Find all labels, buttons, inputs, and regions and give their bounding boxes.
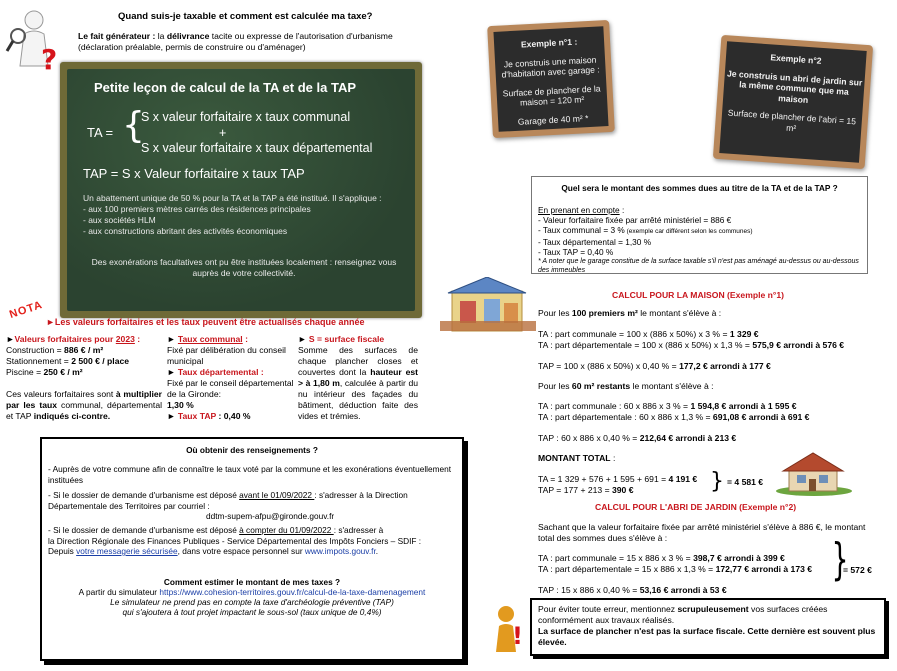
maison-intro: Pour les 100 premiers m² le montant s'élève à :: [538, 308, 722, 318]
simulateur-link[interactable]: https://www.cohesion-territoires.gouv.fr/calcul-de-la-taxe-damenagement: [159, 587, 426, 597]
abri-ta-departementale: TA : part départementale = 15 x 886 x 1,3 % = 172,77 € arrondi à 173 €: [538, 564, 813, 574]
abattement-text: Un abattement unique de 50 % pour la TA et la TAP a été institué. Il s'applique : - aux 100 premiers mètres carrés des résidences principales - aux sociétés HLM - aux constructions abritant des activités économiques: [83, 193, 382, 236]
calcul-maison-title: CALCUL POUR LA MAISON (Exemple n°1): [612, 290, 784, 300]
surface-fiscale: ► S = surface fiscale Somme des surfaces de chaque plancher closes et couvertes dont la hauteur est > à 1,80 m, calculée à partir du nu intérieur des façades du bâtiment, déduction faite des vides et trémies.: [298, 334, 419, 421]
brace-icon: {: [122, 105, 145, 146]
calcul-abri-title: CALCUL POUR L'ABRI DE JARDIN (Exemple n°2): [595, 502, 797, 512]
renseignements-sdif: - Si le dossier de demande d'urbanisme est déposé à compter du 01/09/2022 : s'adresser à la Direction Régionale des Finances Publiques - Service Départemental des Impôts Fonciers – SDIF : Depuis votre messagerie sécurisée, dans votre espace personnel sur www.impots.gouv.fr.: [48, 525, 422, 556]
abri-intro: Sachant que la valeur forfaitaire fixée par arrêté ministériel s'élève à 886 €, le montant total des sommes dues s'élève à :: [538, 522, 866, 543]
taux: ► Taux communal : Fixé par délibération du conseil municipal ► Taux départemental : Fixé par le conseil départemental de la Gironde: 1,30 % ► Taux TAP : 0,40 %: [167, 334, 294, 421]
nota-line: ►Les valeurs forfaitaires et les taux peuvent être actualisés chaque année: [46, 317, 365, 327]
maison-ta-communale: TA : part communale = 100 x (886 x 50%) x 3 % = 1 329 €: [538, 329, 759, 339]
maison-reste-intro: Pour les 60 m² restants le montant s'élève à :: [538, 381, 714, 391]
warning-line-1: Pour éviter toute erreur, mentionnez scrupuleusement vos surfaces créées conformément aux travaux réalisés.: [538, 604, 828, 625]
maison-tap: TAP = 100 x (886 x 50%) x 0,40 % = 177,2 € arrondi à 177 €: [538, 361, 771, 371]
exemple-2-slate: Exemple n°2 Je construis un abri de jardin sur la même commune que ma maison Surface de plancher de l'abri = 15 m²: [713, 35, 873, 169]
ta-plus: +: [219, 126, 227, 140]
simulateur-note-2: qui s'ajoutera à tout projet impactant le sous-sol (taux unique de 0,4%): [122, 607, 382, 617]
svg-text:?: ?: [41, 43, 58, 72]
page-title: Quand suis-je taxable et comment est calculée ma taxe?: [118, 11, 373, 22]
ddt-email[interactable]: ddtm-supem-afpu@gironde.gouv.fr: [206, 511, 335, 521]
abri-grand-total: = 572 €: [843, 565, 872, 575]
ta-formula-communal: S x valeur forfaitaire x taux communal: [141, 110, 351, 124]
ta-formula-departemental: S x valeur forfaitaire x taux départemental: [141, 141, 373, 155]
impots-link[interactable]: www.impots.gouv.fr: [304, 546, 376, 556]
house-money-icon: [440, 277, 538, 332]
maison-total-label: MONTANT TOTAL :: [538, 453, 616, 463]
maison-total-ta: TA = 1 329 + 576 + 1 595 + 691 = 4 191 €: [538, 474, 698, 484]
renseignements-title: Où obtenir des renseignements ?: [186, 445, 318, 455]
simulateur-title: Comment estimer le montant de mes taxes ?: [163, 577, 341, 587]
exonerations-text: Des exonérations facultatives ont pu être instituées localement : renseignez vous auprès de votre collectivité.: [91, 257, 397, 278]
question-box: Quel sera le montant des sommes dues au titre de la TA et de la TAP ? En prenant en compte : - Valeur forfaitaire fixée par arrêté ministériel = 886 € - Taux communal = 3 % (exemple car différent selon les communes) - Taux départemental = 1,30 % - Taux TAP = 0,40 % * A noter que le garage constitue de la surface taxable s'il n'est pas aménagé au-dessus ou au-dessous des immeubles: [531, 176, 868, 274]
intro-text: Le fait générateur : la délivrance tacite ou expresse de l'autorisation d'urbanisme (déclaration préalable, permis de construire ou d'aménager): [78, 31, 393, 52]
maison-ta2-communale: TA : part communale : 60 x 886 x 3 % = 1 594,8 € arrondi à 1 595 €: [538, 401, 797, 411]
maison-grand-total: = 4 581 €: [727, 477, 764, 487]
renseignements-commune: - Auprès de votre commune afin de connaître le taux voté par la commune et les exonérations éventuellement instituées: [48, 464, 452, 485]
renseignements-ddt: - Si le dossier de demande d'urbanisme est déposé avant le 01/09/2022 : s'adresser à la Direction Départementale des Territoires par courriel :: [48, 490, 408, 511]
exclamation-man-icon: [490, 602, 528, 656]
svg-text:!: !: [512, 622, 523, 650]
abri-ta-communale: TA : part communale = 15 x 886 x 3 % = 398,7 € arrondi à 399 €: [538, 553, 785, 563]
abri-tap: TAP : 15 x 886 x 0,40 % = 53,16 € arrondi à 53 €: [538, 585, 727, 595]
house-icon: [775, 451, 853, 496]
maison-brace-icon: }: [710, 469, 724, 494]
maison-ta2-departementale: TA : part départementale : 60 x 886 x 1,3 % = 691,08 € arrondi à 691 €: [538, 412, 810, 422]
valeurs-forfaitaires: ►Valeurs forfaitaires pour 2023 : Construction = 886 € / m² Stationnement = 2 500 € / place Piscine = 250 € / m² Ces valeurs forfaitaires sont à multiplier par les taux communal, départemental et TAP indiqués ci-contre.: [6, 334, 163, 421]
maison-ta-departementale: TA : part départementale = 100 x (886 x 50%) x 1,3 % = 575,9 € arrondi à 576 €: [538, 340, 845, 350]
abri-brace-icon: }: [831, 534, 849, 585]
maison-total-tap: TAP = 177 + 213 = 390 €: [538, 485, 634, 495]
messagerie-link[interactable]: votre messagerie sécurisée: [76, 546, 178, 556]
exemple-1-slate: Exemple n°1 : Je construis une maison d'habitation avec garage : Surface de plancher de la maison = 120 m² Garage de 40 m² *: [487, 20, 615, 138]
simulateur-line: A partir du simulateur https://www.cohesion-territoires.gouv.fr/calcul-de-la-taxe-damenagement: [78, 587, 426, 597]
renseignements-box: [40, 437, 464, 661]
tap-formula: TAP = S x Valeur forfaitaire x taux TAP: [83, 166, 305, 181]
warning-line-2: La surface de plancher n'est pas la surface fiscale. Cette dernière est souvent plus élevée.: [538, 626, 876, 647]
board-title: Petite leçon de calcul de la TA et de la TAP: [94, 80, 356, 95]
nota-label: NOTA: [7, 298, 45, 322]
chalkboard: [60, 62, 422, 318]
simulateur-note-1: Le simulateur ne prend pas en compte la taxe d'archéologie préventive (TAP): [110, 597, 394, 607]
warning-box: [530, 598, 886, 656]
maison-tap2: TAP : 60 x 886 x 0,40 % = 212,64 € arrondi à 213 €: [538, 433, 737, 443]
question-man-icon: [4, 6, 62, 72]
ta-label: TA =: [87, 125, 114, 140]
